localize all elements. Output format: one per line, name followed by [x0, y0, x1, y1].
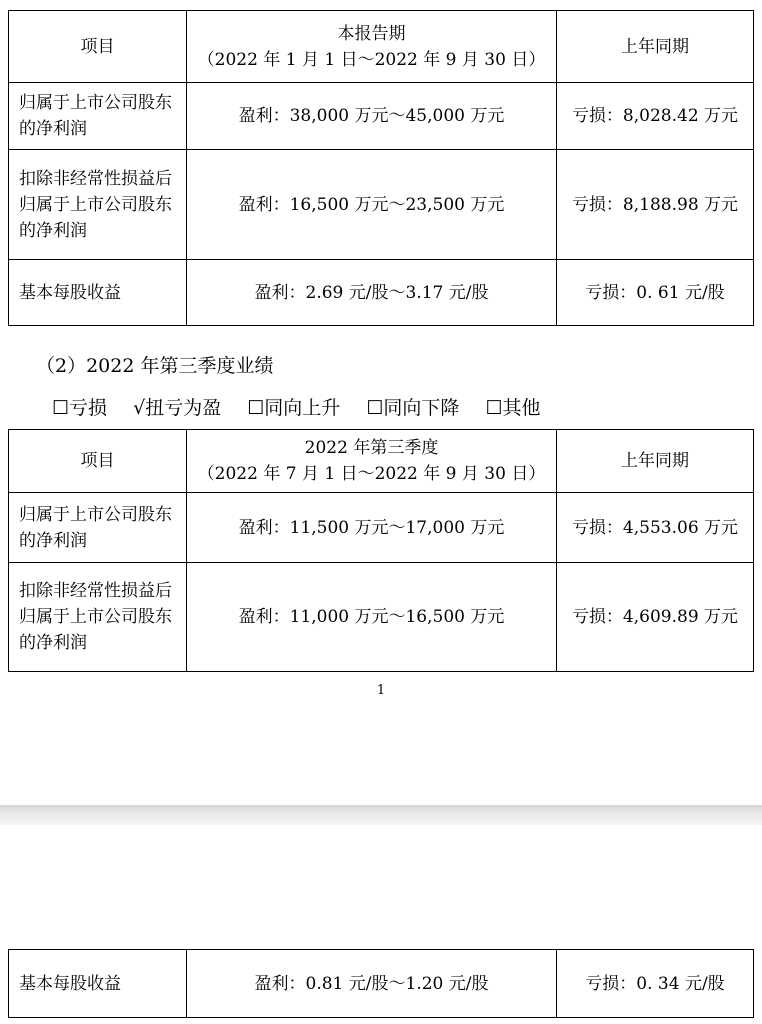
row-label: 扣除非经常性损益后归属于上市公司股东的净利润 [9, 150, 187, 260]
page-2 [0, 825, 762, 1024]
row-prior: 亏损：4,553.06 万元 [557, 493, 754, 563]
table-row [9, 83, 754, 150]
q3-eps-table-continued [8, 949, 754, 1018]
row-prior: 亏损：4,609.89 万元 [557, 563, 754, 672]
q3-results-table [8, 429, 754, 672]
row-prior: 亏损：0. 61 元/股 [557, 260, 754, 326]
row-label: 基本每股收益 [9, 950, 187, 1018]
full-period-results-table [8, 10, 754, 326]
table-row [9, 150, 754, 260]
header-prior-year: 上年同期 [557, 11, 754, 83]
row-current: 盈利：11,000 万元～16,500 万元 [187, 563, 557, 672]
period-title: 本报告期 [337, 23, 406, 44]
table-row [9, 493, 754, 563]
result-type-options [52, 394, 560, 422]
row-label: 基本每股收益 [9, 260, 187, 326]
period-range: （2022 年 7 月 1 日～2022 年 9 月 30 日） [197, 464, 546, 484]
table-row [9, 260, 754, 326]
row-prior: 亏损：8,028.42 万元 [557, 83, 754, 150]
option-increase: ☐同向上升 [247, 397, 341, 419]
option-loss: ☐亏损 [52, 397, 108, 419]
row-prior: 亏损：0. 34 元/股 [557, 950, 754, 1018]
header-prior-year: 上年同期 [557, 430, 754, 493]
header-period [187, 430, 557, 493]
period-range: （2022 年 1 月 1 日～2022 年 9 月 30 日） [197, 49, 546, 70]
period-title: 2022 年第三季度 [304, 438, 439, 458]
table-row [9, 563, 754, 672]
row-current: 盈利：11,500 万元～17,000 万元 [187, 493, 557, 563]
row-label: 归属于上市公司股东的净利润 [9, 493, 187, 563]
row-current: 盈利：38,000 万元～45,000 万元 [187, 83, 557, 150]
header-period [187, 11, 557, 83]
table-header-row [9, 430, 754, 493]
row-current: 盈利：2.69 元/股～3.17 元/股 [187, 260, 557, 326]
section-heading: （2）2022 年第三季度业绩 [36, 355, 274, 377]
row-label: 归属于上市公司股东的净利润 [9, 83, 187, 150]
option-decrease: ☐同向下降 [366, 397, 460, 419]
header-item: 项目 [9, 11, 187, 83]
row-label: 扣除非经常性损益后归属于上市公司股东的净利润 [9, 563, 187, 672]
table-header-row [9, 11, 754, 83]
page-separator [0, 805, 762, 825]
option-turnaround: √扭亏为盈 [133, 397, 222, 419]
header-item: 项目 [9, 430, 187, 493]
table-row [9, 950, 754, 1018]
option-other: ☐其他 [485, 397, 541, 419]
row-current: 盈利：0.81 元/股～1.20 元/股 [187, 950, 557, 1018]
row-prior: 亏损：8,188.98 万元 [557, 150, 754, 260]
row-current: 盈利：16,500 万元～23,500 万元 [187, 150, 557, 260]
page-number: 1 [376, 683, 386, 698]
